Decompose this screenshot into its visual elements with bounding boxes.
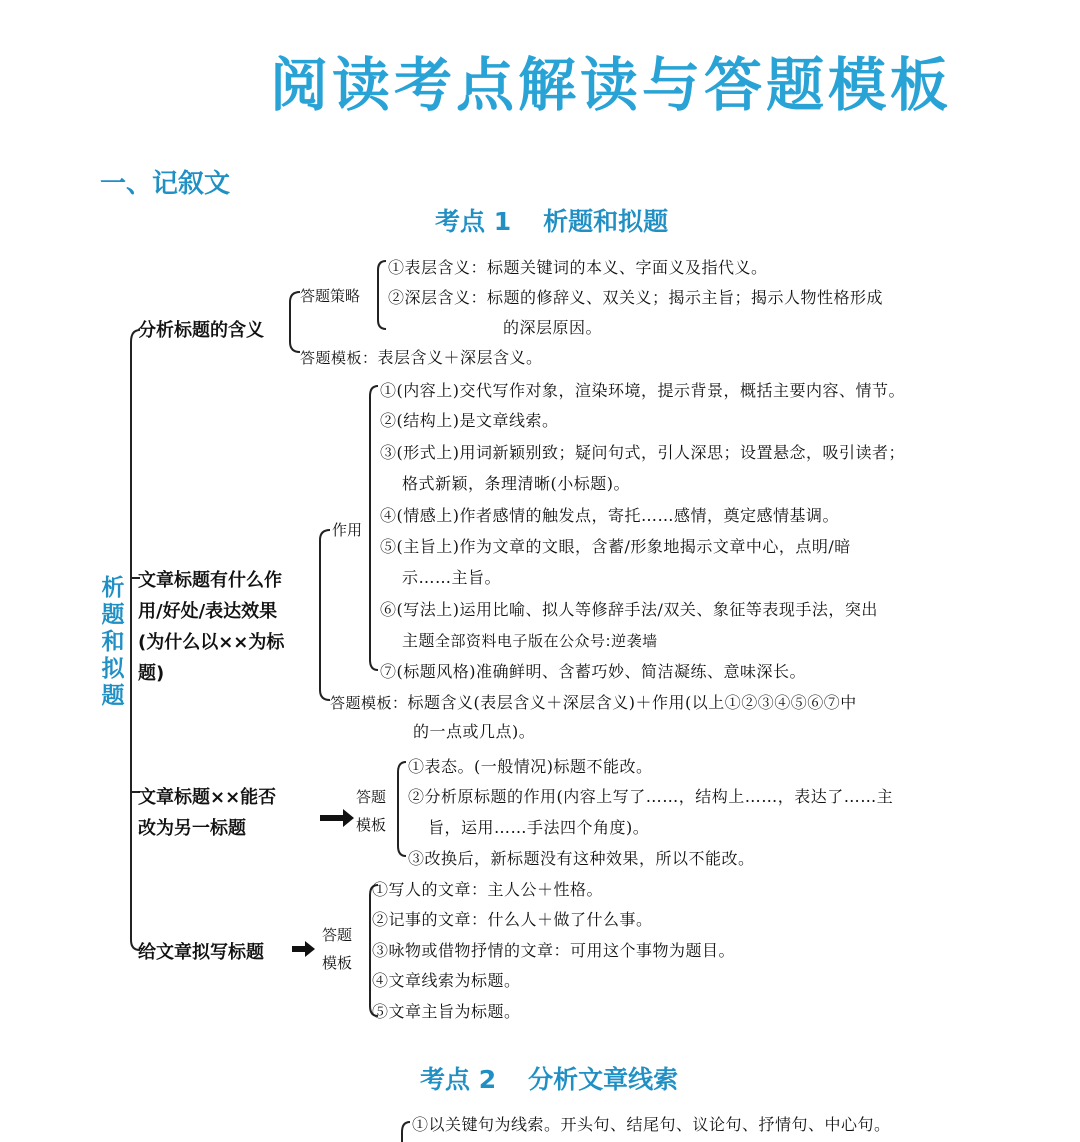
g4-item: ②记事的文章：什么人＋做了什么事。 bbox=[372, 910, 653, 929]
g1-template: 答题模板：表层含义＋深层含义。 bbox=[300, 348, 543, 367]
g2-role-item: ⑥(写法上)运用比喻、拟人等修辞手法/双关、象征等表现手法，突出 bbox=[380, 600, 878, 619]
g3-label-line: 文章标题××能否 bbox=[138, 787, 277, 808]
g3-label-line: 改为另一标题 bbox=[138, 818, 246, 839]
watermark-text: 全部资料电子版在公众号:逆袭墙 bbox=[435, 632, 658, 650]
k2-item: ①以关键句为线索。开头句、结尾句、议论句、抒情句、中心句。 bbox=[412, 1115, 891, 1134]
g2-template: 答题模板：标题含义(表层含义＋深层含义)＋作用(以上①②③④⑤⑥⑦中 bbox=[330, 693, 857, 712]
g4-arrow-icon bbox=[292, 941, 315, 957]
g1-brace bbox=[290, 292, 300, 352]
g2-template-cont: 的一点或几点)。 bbox=[413, 722, 536, 741]
g1-strategy-brace bbox=[378, 261, 386, 329]
kaodian-2-heading: 考点 2 分析文章线索 bbox=[420, 1065, 679, 1094]
g2-role-item: ⑦(标题风格)准确鲜明、含蓄巧妙、简洁凝练、意味深长。 bbox=[380, 662, 806, 681]
g4-item: ④文章线索为标题。 bbox=[372, 971, 521, 990]
g4-label: 给文章拟写标题 bbox=[138, 942, 264, 963]
g2-role-item: ④(情感上)作者感情的触发点，寄托……感情，奠定感情基调。 bbox=[380, 506, 839, 525]
g3-template-label: 答题 bbox=[356, 788, 387, 806]
g2-role-item: ①(内容上)交代写作对象，渲染环境，提示背景，概括主要内容、情节。 bbox=[380, 381, 905, 400]
g2-role-brace bbox=[370, 386, 378, 670]
g1-strategy-item: 的深层原因。 bbox=[503, 318, 603, 337]
g2-role-item: 示……主旨。 bbox=[402, 568, 502, 587]
g3-item: ③改换后，新标题没有这种效果，所以不能改。 bbox=[408, 849, 755, 868]
g2-role-label: 作用 bbox=[332, 521, 363, 539]
g1-label: 分析标题的含义 bbox=[138, 320, 264, 341]
g4-item: ①写人的文章：主人公＋性格。 bbox=[372, 880, 604, 899]
g2-label-line: 用/好处/表达效果 bbox=[138, 601, 278, 622]
g1-strategy-label: 答题策略 bbox=[300, 287, 361, 305]
g4-template-label: 模板 bbox=[322, 954, 353, 972]
g2-role-item: ⑤(主旨上)作为文章的文眼，含蓄/形象地揭示文章中心，点明/暗 bbox=[380, 537, 851, 556]
g4-item: ⑤文章主旨为标题。 bbox=[372, 1002, 521, 1021]
g4-template-label: 答题 bbox=[322, 926, 353, 944]
g2-outer-brace bbox=[320, 530, 330, 700]
kaodian-1-heading: 考点 1 析题和拟题 bbox=[435, 207, 669, 236]
k2-brace bbox=[402, 1122, 410, 1142]
section-title: 一、记叙文 bbox=[100, 169, 231, 199]
g2-role-item: 格式新颖，条理清晰(小标题)。 bbox=[402, 474, 630, 493]
side-label: 析题和拟题 bbox=[101, 575, 125, 709]
g2-label-line: 文章标题有什么作 bbox=[138, 570, 282, 591]
g4-item: ③咏物或借物抒情的文章：可用这个事物为题目。 bbox=[372, 941, 736, 960]
g3-item: 旨，运用……手法四个角度)。 bbox=[428, 818, 650, 837]
g2-label-line: 题) bbox=[138, 663, 165, 684]
g1-strategy-item: ①表层含义：标题关键词的本义、字面义及指代义。 bbox=[388, 258, 768, 277]
g1-strategy-item: ②深层含义：标题的修辞义、双关义；揭示主旨；揭示人物性格形成 bbox=[388, 288, 884, 307]
g3-brace bbox=[398, 762, 406, 856]
g3-template-label: 模板 bbox=[356, 816, 387, 834]
page-title: 阅读考点解读与答题模板 bbox=[270, 51, 953, 119]
g3-item: ①表态。(一般情况)标题不能改。 bbox=[408, 757, 653, 776]
g2-role-item: ②(结构上)是文章线索。 bbox=[380, 411, 559, 430]
g2-role-item: 主题全部资料电子版在公众号:逆袭墙 bbox=[402, 631, 658, 650]
g3-item: ②分析原标题的作用(内容上写了……，结构上……，表达了……主 bbox=[408, 787, 894, 806]
g3-arrow-icon bbox=[320, 809, 354, 827]
g2-role-item: ③(形式上)用词新颖别致；疑问句式，引人深思；设置悬念，吸引读者； bbox=[380, 443, 905, 462]
g2-label-line: (为什么以××为标 bbox=[138, 632, 285, 653]
